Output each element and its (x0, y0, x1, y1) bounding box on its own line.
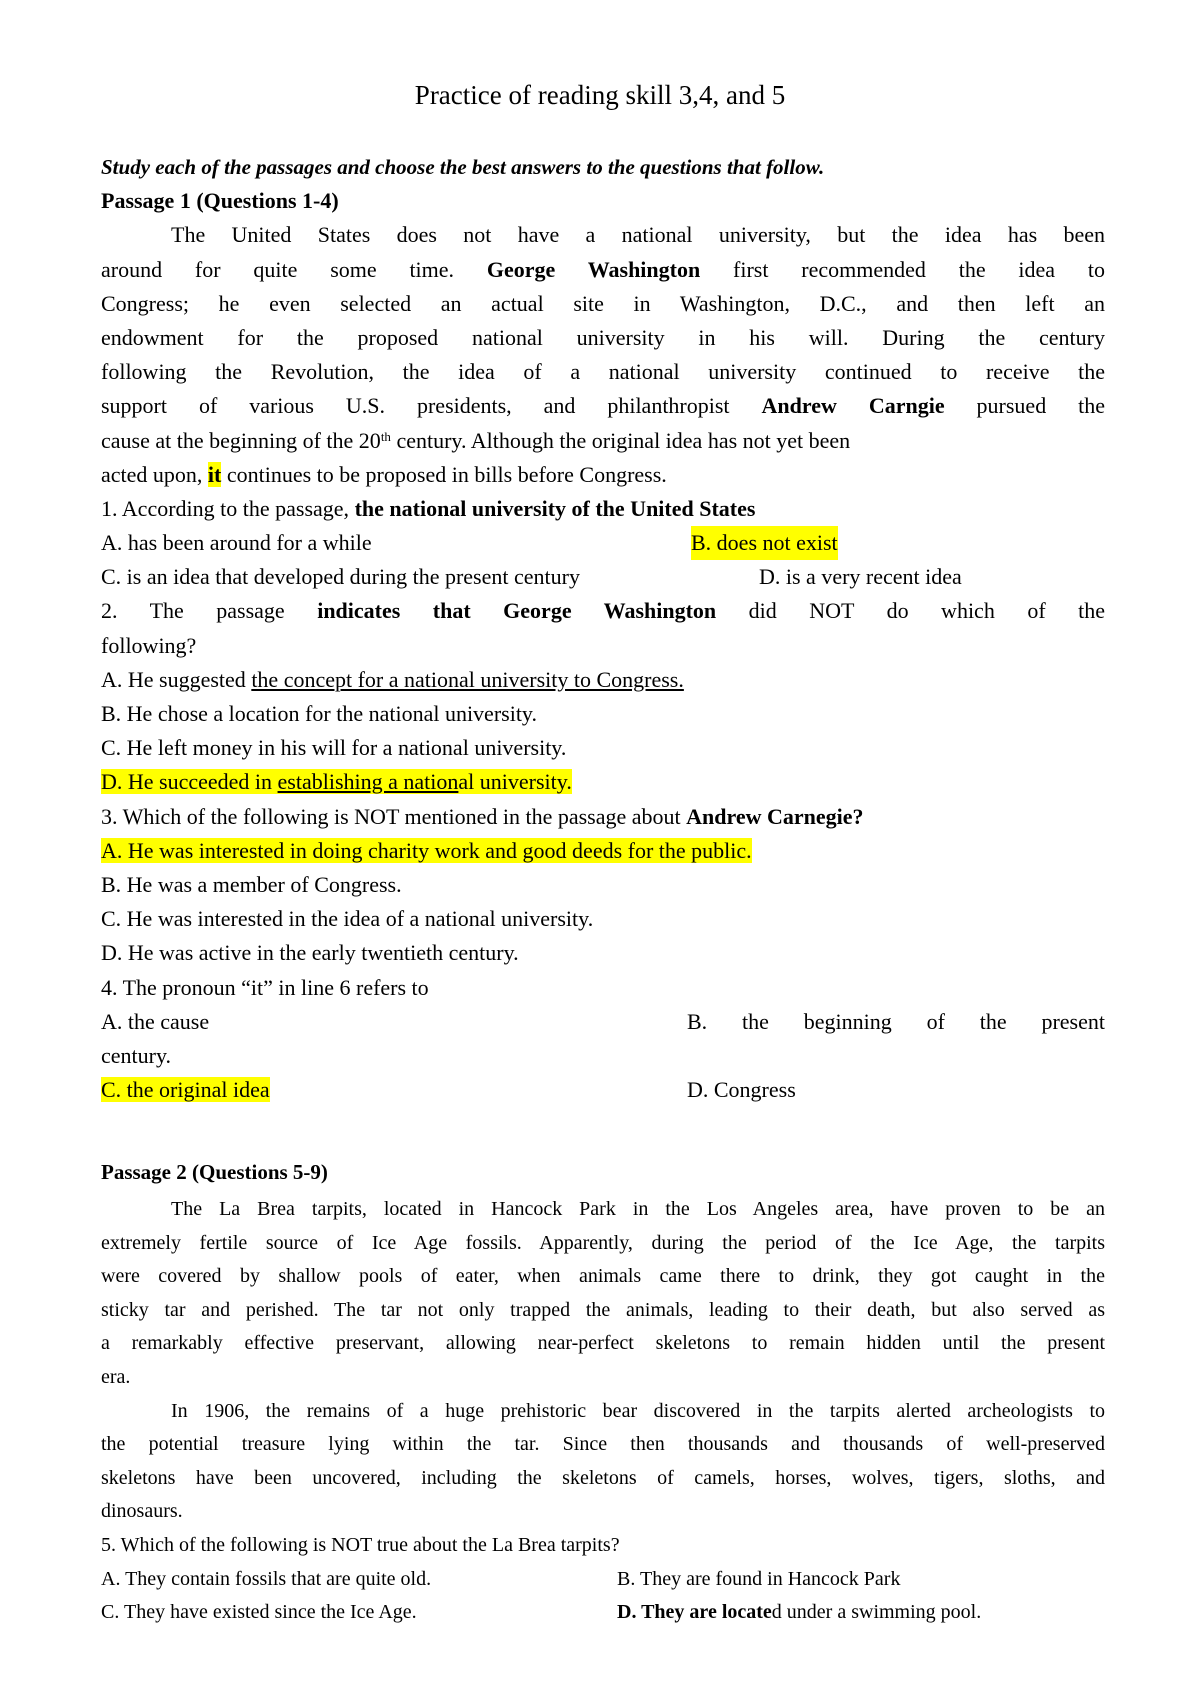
question-5-stem: 5. Which of the following is NOT true about the La Brea tarpits? (101, 1533, 620, 1556)
passage-2-line: the potential treasure lying within the tar. Since then thousands and thousands of well-preserved (101, 1433, 1105, 1456)
passage-2-line: dinosaurs. (101, 1500, 183, 1523)
option-2a: A. He suggested the concept for a national university to Congress. (101, 666, 684, 692)
option-4d: D. Congress (687, 1077, 796, 1103)
passage-1-line: Congress; he even selected an actual site in Washington, D.C., and then left an (101, 290, 1105, 316)
passage-2-line: skeletons have been uncovered, including the skeletons of camels, horses, wolves, tigers, sloths, and (101, 1466, 1105, 1489)
question-4-options-ab (101, 1005, 1105, 1039)
passage-1-line: acted upon, it continues to be proposed in bills before Congress. (101, 461, 667, 487)
option-3b: B. He was a member of Congress. (101, 871, 402, 897)
option-4b: B. the beginning of the present (687, 1008, 1105, 1034)
option-4c-answer: C. the original idea (101, 1077, 270, 1103)
option-5d: D. They are located under a swimming pool. (617, 1601, 982, 1624)
option-3c: C. He was interested in the idea of a national university. (101, 906, 594, 932)
passage-2-line: era. (101, 1365, 131, 1388)
passage-2-heading: Passage 2 (Questions 5-9) (101, 1160, 328, 1184)
option-3d: D. He was active in the early twentieth century. (101, 940, 519, 966)
question-4-stem: 4. The pronoun “it” in line 6 refers to (101, 974, 429, 1000)
option-1b-answer: B. does not exist (691, 526, 838, 560)
question-5-options-cd (101, 1596, 1105, 1630)
question-2-stem: 2. The passage indicates that George Washington did NOT do which of the (101, 598, 1106, 624)
option-3a-answer: A. He was interested in doing charity work and good deeds for the public. (101, 837, 752, 863)
question-1-options-ab (101, 526, 1105, 560)
passage-1-line: support of various U.S. presidents, and philanthropist Andrew Carngie pursued the (101, 393, 1106, 419)
passage-1-heading: Passage 1 (Questions 1-4) (101, 188, 339, 214)
option-4a: A. the cause (101, 1008, 210, 1034)
passage-2-line: In 1906, the remains of a huge prehistoric bear discovered in the tarpits alerted archeologists to (171, 1399, 1105, 1422)
question-1-options-cd (101, 560, 1105, 594)
passage-1-line: following the Revolution, the idea of a national university continued to receive the (101, 359, 1105, 385)
option-1d: D. is a very recent idea (759, 564, 962, 590)
passage-1-line: The United States does not have a national university, but the idea has been (171, 222, 1105, 248)
option-5b: B. They are found in Hancock Park (617, 1567, 901, 1590)
passage-2-section (101, 1193, 1105, 1630)
passage-2-line: The La Brea tarpits, located in Hancock Park in the Los Angeles area, have proven to be an (171, 1198, 1105, 1220)
passage-1-section (101, 150, 1105, 1107)
passage-2-line: were covered by shallow pools of eater, when animals came there to drink, they got caught in the (101, 1265, 1105, 1288)
passage-2-line: a remarkably effective preservant, allowing near-perfect skeletons to remain hidden until the present (101, 1332, 1105, 1355)
page-title: Practice of reading skill 3,4, and 5 (414, 80, 786, 110)
passage-1-line: cause at the beginning of the 20th century. Although the original idea has not yet been (101, 427, 851, 453)
option-2c: C. He left money in his will for a national university. (101, 735, 567, 761)
question-5-options-ab (101, 1563, 1105, 1597)
question-3-stem: 3. Which of the following is NOT mentioned in the passage about Andrew Carnegie? (101, 803, 864, 829)
option-4b-cont: century. (101, 1042, 172, 1068)
passage-2-line: sticky tar and perished. The tar not only trapped the animals, leading to their death, but also served as (101, 1298, 1105, 1321)
question-2-stem-cont: following? (101, 632, 197, 658)
passage-1-line: endowment for the proposed national university in his will. During the century (101, 324, 1105, 350)
instructions: Study each of the passages and choose the best answers to the questions that follow. (101, 155, 825, 179)
option-2d-answer: D. He succeeded in establishing a national university. (101, 769, 572, 795)
question-1-stem: 1. According to the passage, the national university of the United States (101, 495, 756, 521)
option-5c: C. They have existed since the Ice Age. (101, 1601, 417, 1624)
option-1c: C. is an idea that developed during the present century (101, 564, 580, 590)
option-1a: A. has been around for a while (101, 530, 372, 556)
highlighted-pronoun: it (207, 461, 222, 487)
option-2b: B. He chose a location for the national university. (101, 701, 538, 726)
option-5a: A. They contain fossils that are quite old. (101, 1567, 432, 1590)
question-4-options-cd (101, 1073, 1105, 1107)
passage-2-line: extremely fertile source of Ice Age fossils. Apparently, during the period of the Ice Age, the tarpits (101, 1231, 1105, 1254)
passage-1-line: around for quite some time. George Washington first recommended the idea to (101, 256, 1106, 282)
